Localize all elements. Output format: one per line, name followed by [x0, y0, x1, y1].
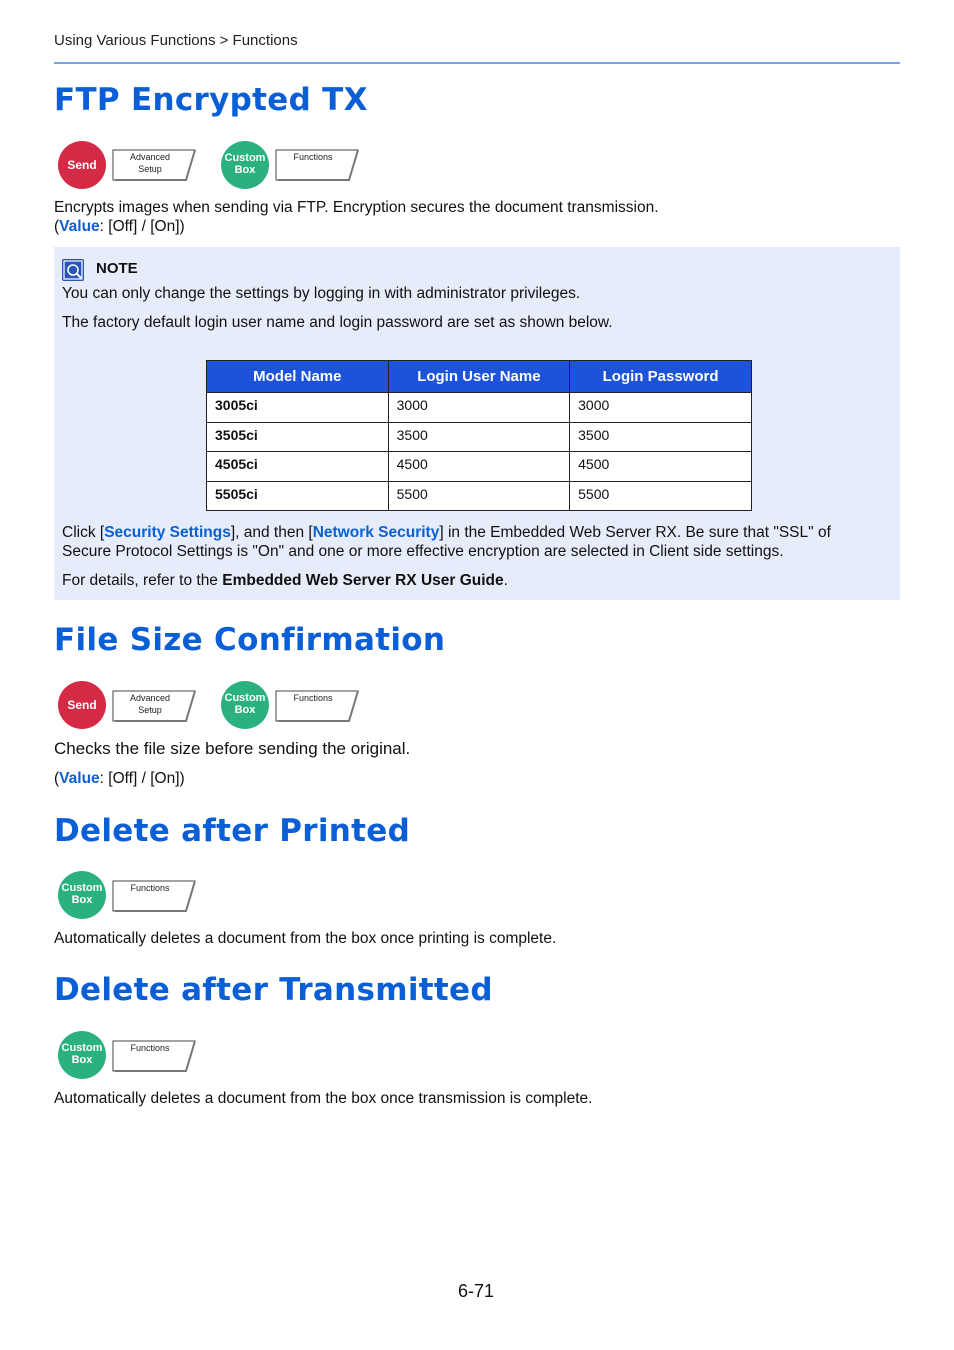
table-header: Login User Name — [388, 361, 570, 393]
details-text-b: . — [503, 572, 508, 589]
value-open-paren: ( — [54, 770, 60, 787]
note-details-text — [62, 572, 508, 590]
header-rule — [54, 62, 900, 64]
section3-description: Automatically deletes a document from the box once printing is complete. — [54, 930, 557, 947]
note-box — [54, 247, 900, 600]
advanced-setup-tab-icon — [112, 690, 196, 722]
section2-value — [54, 770, 185, 788]
custom-box-icon: Custom Box — [221, 681, 269, 729]
model-cell: 5505ci — [207, 481, 389, 511]
advanced-setup-label: Advanced Setup — [129, 693, 171, 715]
breadcrumb: Using Various Functions > Functions — [54, 32, 298, 49]
table-header: Login Password — [570, 361, 752, 393]
password-cell: 5500 — [570, 481, 752, 511]
functions-tab-icon — [275, 690, 359, 722]
section-title-delete-after-transmitted: Delete after Transmitted — [54, 972, 493, 1008]
click-text-a: Click [ — [62, 524, 105, 541]
value-options: : [Off] / [On]) — [99, 770, 185, 787]
note-admin-text: You can only change the settings by logging in with administrator privileges. — [62, 285, 581, 302]
value-keyword: Value — [59, 218, 100, 235]
value-keyword: Value — [59, 770, 100, 787]
table-header: Model Name — [207, 361, 389, 393]
functions-label: Functions — [293, 693, 333, 703]
note-click-instruction — [62, 524, 831, 542]
user-cell: 4500 — [388, 452, 570, 482]
password-cell: 3500 — [570, 422, 752, 452]
note-icon — [62, 259, 84, 281]
functions-tab-icon — [112, 1040, 196, 1072]
section2-description: Checks the file size before sending the original. — [54, 739, 411, 758]
custom-box-icon: Custom Box — [58, 871, 106, 919]
send-icon: Send — [58, 141, 106, 189]
send-icon: Send — [58, 681, 106, 729]
functions-label: Functions — [130, 1043, 170, 1053]
value-open-paren: ( — [54, 218, 60, 235]
login-defaults-table — [206, 360, 752, 511]
model-cell: 3505ci — [207, 422, 389, 452]
table-row — [207, 422, 752, 452]
user-cell: 5500 — [388, 481, 570, 511]
click-text-c: ] in the Embedded Web Server RX. Be sure that "SSL" of — [439, 524, 831, 541]
section1-description: Encrypts images when sending via FTP. Encryption secures the document transmission. — [54, 199, 659, 216]
network-security-link: Network Security — [312, 524, 440, 541]
user-cell: 3500 — [388, 422, 570, 452]
custom-box-icon: Custom Box — [221, 141, 269, 189]
advanced-setup-tab-icon — [112, 149, 196, 181]
section-title-ftp-encrypted-tx: FTP Encrypted TX — [54, 82, 368, 118]
note-title: NOTE — [96, 260, 138, 277]
value-options: : [Off] / [On]) — [99, 218, 185, 235]
section1-value — [54, 218, 185, 236]
table-row — [207, 452, 752, 482]
functions-tab-icon — [112, 880, 196, 912]
table-row — [207, 393, 752, 423]
page-number: 6-71 — [458, 1281, 495, 1301]
model-cell: 4505ci — [207, 452, 389, 482]
note-ssl-text: Secure Protocol Settings is "On" and one or more effective encryption are selected in Client side settings. — [62, 543, 784, 560]
functions-tab-icon — [275, 149, 359, 181]
details-text-a: For details, refer to the — [62, 572, 223, 589]
section-title-delete-after-printed: Delete after Printed — [54, 813, 411, 849]
note-default-login-text: The factory default login user name and login password are set as shown below. — [62, 314, 613, 331]
table-header-row — [207, 361, 752, 393]
custom-box-icon: Custom Box — [58, 1031, 106, 1079]
functions-label: Functions — [130, 883, 170, 893]
guide-reference: Embedded Web Server RX User Guide — [222, 572, 504, 589]
section-title-file-size-confirmation: File Size Confirmation — [54, 622, 446, 658]
table-row — [207, 481, 752, 511]
click-text-b: ], and then [ — [230, 524, 313, 541]
security-settings-link: Security Settings — [104, 524, 231, 541]
section4-description: Automatically deletes a document from the box once transmission is complete. — [54, 1090, 593, 1107]
password-cell: 3000 — [570, 393, 752, 423]
model-cell: 3005ci — [207, 393, 389, 423]
password-cell: 4500 — [570, 452, 752, 482]
advanced-setup-label: Advanced Setup — [129, 152, 171, 174]
user-cell: 3000 — [388, 393, 570, 423]
functions-label: Functions — [293, 152, 333, 162]
